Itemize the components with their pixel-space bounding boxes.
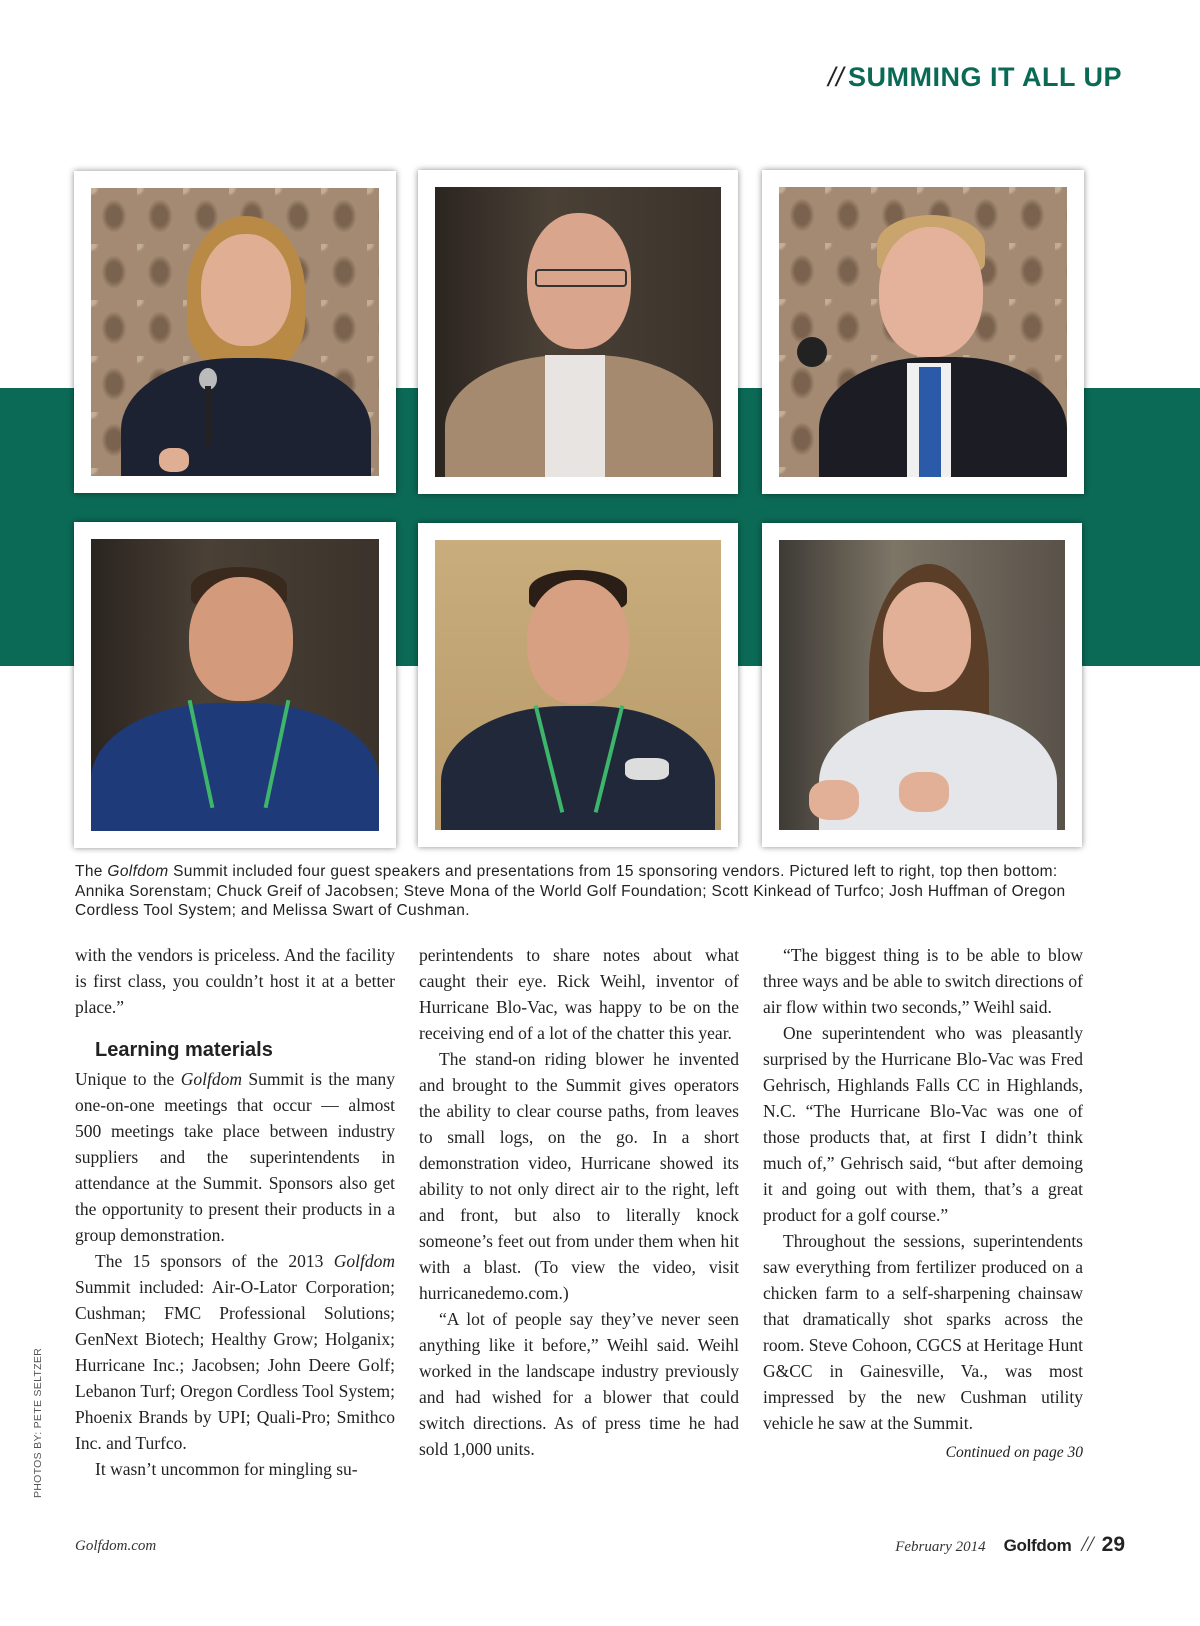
paragraph: with the vendors is priceless. And the facility is first class, you couldn’t host it at a better place.” bbox=[75, 945, 395, 1017]
article-column-2 bbox=[419, 942, 739, 1462]
footer-website: Golfdom.com bbox=[75, 1538, 157, 1554]
text: Unique to the bbox=[75, 1069, 181, 1089]
footer-slashes: // bbox=[1081, 1531, 1094, 1556]
continued-note: Continued on page 30 bbox=[945, 1444, 1083, 1461]
paragraph: perintendents to share notes about what caught their eye. Rick Weihl, inventor of Hurricane Blo-Vac, was happy to be on the receiving end of a lot of the chatter this year. bbox=[419, 945, 739, 1043]
footer-date: February 2014 bbox=[895, 1539, 986, 1555]
footer-magazine-name: Golfdom bbox=[1003, 1536, 1072, 1555]
paragraph: Throughout the sessions, superintendents saw everything from fertilizer produced on a chicken farm to a self-sharpening chainsaw that dramatically shot sparks across the room. Steve Cohoon, CGCS at Heritage Hunt G&CC in Gainesville, Va., was most impressed by the new Cushman utility vehicle he saw at the Summit. bbox=[763, 1231, 1083, 1433]
paragraph bbox=[75, 1248, 395, 1456]
photo-image bbox=[435, 540, 721, 830]
photo-annika-sorenstam bbox=[74, 171, 396, 493]
caption-text: Summit included four guest speakers and presentations from 15 sponsoring vendors. Pictured left to right, top then bottom: Annika Sorenstam; Chuck Greif of Jacobsen; Steve Mona of the World Golf Foundation; Scott Kinkead of Turfco; Josh Huffman of Oregon Cordless Tool System; and Melissa Swart of Cushman. bbox=[75, 863, 1066, 919]
photo-credit: PHOTOS BY: PETE SELTZER bbox=[32, 1347, 44, 1498]
caption-lead: The bbox=[75, 863, 108, 880]
header-slashes: // bbox=[827, 62, 844, 92]
paragraph: “A lot of people say they’ve never seen anything like it before,” Weihl said. Weihl worked in the landscape industry previously and had wished for a blower that could switch directions. As of press time he had sold 1,000 units. bbox=[419, 1309, 739, 1459]
photo-image bbox=[91, 188, 379, 476]
footer-folio bbox=[895, 1531, 1125, 1557]
photo-melissa-swart bbox=[762, 523, 1082, 847]
paragraph: “The biggest thing is to be able to blow three ways and be able to switch directions of air flow within two seconds,” Weihl said. bbox=[763, 945, 1083, 1017]
photo-scott-kinkead bbox=[74, 522, 396, 848]
photo-josh-huffman bbox=[418, 523, 738, 847]
section-header bbox=[828, 62, 1122, 93]
section-title: SUMMING IT ALL UP bbox=[848, 62, 1122, 92]
paragraph bbox=[75, 1066, 395, 1248]
photo-image bbox=[91, 539, 379, 831]
photo-image bbox=[435, 187, 721, 477]
article-column-1 bbox=[75, 942, 395, 1482]
paragraph: The stand-on riding blower he invented and brought to the Summit gives operators the ability to clear course paths, from leaves to small logs, on the go. In a short demonstration video, Hurricane showed its ability to not only direct air to the right, left and front, but also to literally knock someone’s feet out from under them when hit with a blast. (To view the video, visit hurricanedemo.com.) bbox=[419, 1049, 739, 1303]
text: Summit included: Air-O-Lator Corporation; Cushman; FMC Professional Solutions; GenNext Biotech; Healthy Grow; Holganix; Hurricane Inc.; Jacobsen; John Deere Golf; Lebanon Turf; Oregon Cordless Tool System; Phoenix Brands by UPI; Quali-Pro; Smithco Inc. and Turfco. bbox=[75, 1277, 395, 1453]
text: The 15 sponsors of the 2013 bbox=[95, 1251, 334, 1271]
italic-text: Golfdom bbox=[180, 1069, 242, 1089]
subheading: Learning materials bbox=[95, 1039, 273, 1061]
photo-image bbox=[779, 187, 1067, 477]
paragraph: It wasn’t uncommon for mingling su- bbox=[95, 1459, 358, 1479]
text: Summit is the many one-on-one meetings that occur — almost 500 meetings take place between industry suppliers and the superintendents in attendance at the Summit. Sponsors also get the opportunity to present their products in a group demonstration. bbox=[75, 1069, 395, 1245]
caption-italic: Golfdom bbox=[107, 863, 169, 880]
photo-chuck-greif bbox=[418, 170, 738, 494]
photo-caption bbox=[75, 862, 1085, 921]
italic-text: Golfdom bbox=[333, 1251, 395, 1271]
photo-image bbox=[779, 540, 1065, 830]
photo-steve-mona bbox=[762, 170, 1084, 494]
paragraph: One superintendent who was pleasantly surprised by the Hurricane Blo-Vac was Fred Gehrisch, Highlands Falls CC in Highlands, N.C. “The Hurricane Blo-Vac was one of those products that, at first I didn’t think much of,” Gehrisch said, “but after demoing it and going out with them, that’s a great product for a golf course.” bbox=[763, 1023, 1083, 1225]
page-number: 29 bbox=[1101, 1533, 1125, 1556]
article-column-3 bbox=[763, 942, 1083, 1466]
